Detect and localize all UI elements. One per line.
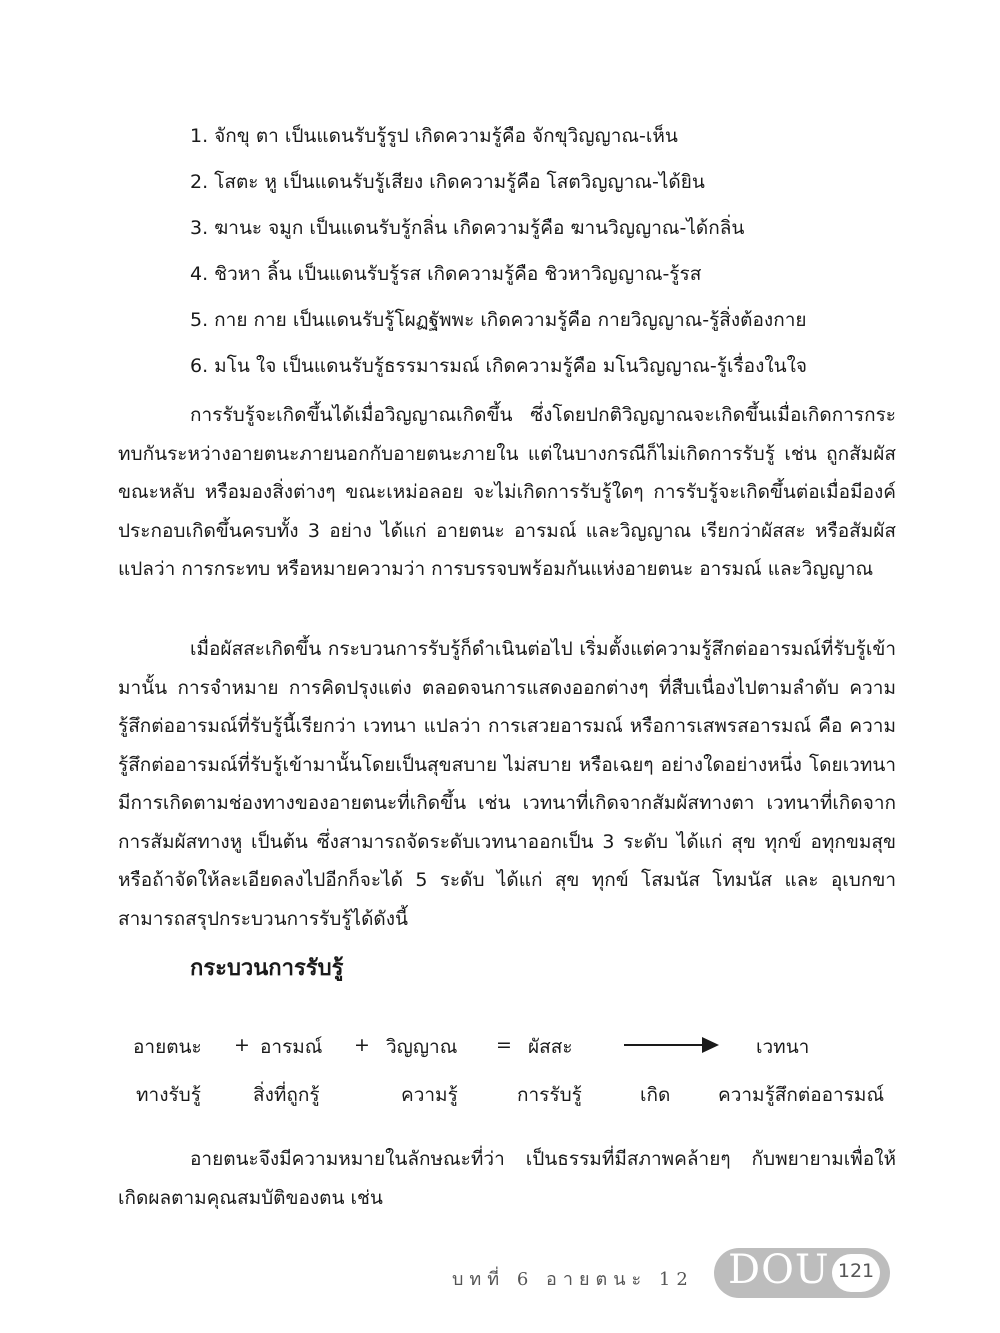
list-item-6: 6. มโน ใจ เป็นแดนรับรู้ธรรมารมณ์ เกิดความรู้คือ มโนวิญญาณ-รู้เรื่องในใจ bbox=[190, 355, 808, 377]
paragraph-ayatana-meaning: อายตนะจึงมีความหมายในลักษณะที่ว่า เป็นธรรมที่มีสภาพคล้ายๆ กับพยายามเพื่อให้เกิดผลตามคุณสมบัติของตน เช่น bbox=[118, 1148, 896, 1209]
formula-label-sense-gate: ทางรับรู้ bbox=[136, 1084, 201, 1106]
formula-label-knowing: ความรู้ bbox=[401, 1084, 458, 1106]
list-item-5: 5. กาย กาย เป็นแดนรับรู้โผฏฐัพพะ เกิดความรู้คือ กายวิญญาณ-รู้สิ่งต้องกาย bbox=[190, 309, 807, 331]
list-item-4: 4. ชิวหา ลิ้น เป็นแดนรับรู้รส เกิดความรู้คือ ชิวหาวิญญาณ-รู้รส bbox=[190, 263, 702, 285]
formula-plus-1: + bbox=[234, 1034, 250, 1056]
list-item-1: 1. จักขุ ตา เป็นแดนรับรู้รูป เกิดความรู้คือ จักขุวิญญาณ-เห็น bbox=[190, 125, 678, 147]
dou-logo-text: DOU bbox=[728, 1247, 830, 1293]
paragraph-vedana: เมื่อผัสสะเกิดขึ้น กระบวนการรับรู้ก็ดำเนินต่อไป เริ่มตั้งแต่ความรู้สึกต่ออารมณ์ที่รับรู้เข้ามานั้น การจำหมาย การคิดปรุงแต่ง ตลอดจนการแสดงออกต่างๆ ที่สืบเนื่องไปตามลำดับ ความรู้สึกต่ออารมณ์ที่รับรู้นี้เรียกว่า เวทนา แปลว่า การเสวยอารมณ์ หรือการเสพรสอารมณ์ คือ ความรู้สึกต่ออารมณ์ที่รับรู้เข้ามานั้นโดยเป็นสุขสบาย ไม่สบาย หรือเฉยๆ อย่างใดอย่างหนึ่ง โดยเวทนามีการเกิดตามช่องทางของอายตนะที่เกิดขึ้น เช่น เวทนาที่เกิดจากสัมผัสทางตา เวทนาที่เกิดจากการสัมผัสทางหู เป็นต้น ซึ่งสามารถจัดระดับเวทนาออกเป็น 3 ระดับ ได้แก่ สุข ทุกข์ อทุกขมสุข หรือถ้าจัดให้ละเอียดลงไปอีกก็จะได้ 5 ระดับ ได้แก่ สุข ทุกข์ โสมนัส โทมนัส และ อุเบกขา สามารถสรุปกระบวนการรับรู้ได้ดังนี้ bbox=[118, 638, 896, 930]
arrow-right-icon bbox=[624, 1035, 719, 1055]
formula-vinyana: วิญญาณ bbox=[386, 1036, 458, 1058]
section-title: กระบวนการรับรู้ bbox=[190, 956, 344, 981]
formula-label-feeling: ความรู้สึกต่ออารมณ์ bbox=[718, 1084, 885, 1106]
page-number: 121 bbox=[837, 1260, 875, 1282]
formula-arom: อารมณ์ bbox=[260, 1036, 323, 1058]
footer-chapter-title: บทที่ 6 อายตนะ 12 bbox=[452, 1269, 694, 1290]
list-item-2: 2. โสตะ หู เป็นแดนรับรู้เสียง เกิดความรู้คือ โสตวิญญาณ-ได้ยิน bbox=[190, 171, 705, 193]
list-item-3: 3. ฆานะ จมูก เป็นแดนรับรู้กลิ่น เกิดความรู้คือ ฆานวิญญาณ-ได้กลิ่น bbox=[190, 217, 745, 239]
formula-label-arises: เกิด bbox=[640, 1084, 671, 1106]
paragraph-perception: การรับรู้จะเกิดขึ้นได้เมื่อวิญญาณเกิดขึ้น ซึ่งโดยปกติวิญญาณจะเกิดขึ้นเมื่อเกิดการกระทบกันระหว่างอายตนะภายนอกกับอายตนะภายใน แต่ในบางกรณีก็ไม่เกิดการรับรู้ เช่น ถูกสัมผัสขณะหลับ หรือมองสิ่งต่างๆ ขณะเหม่อลอย จะไม่เกิดการรับรู้ใดๆ การรับรู้จะเกิดขึ้นต่อเมื่อมีองค์ประกอบเกิดขึ้นครบทั้ง 3 อย่าง ได้แก่ อายตนะ อารมณ์ และวิญญาณ เรียกว่าผัสสะ หรือสัมผัส แปลว่า การกระทบ หรือหมายความว่า การบรรจบพร้อมกันแห่งอายตนะ อารมณ์ และวิญญาณ bbox=[118, 404, 896, 580]
formula-equals: = bbox=[496, 1034, 512, 1056]
formula-label-perceiving: การรับรู้ bbox=[517, 1084, 582, 1106]
formula-phassa: ผัสสะ bbox=[528, 1036, 573, 1058]
formula-plus-2: + bbox=[354, 1034, 370, 1056]
formula-ayatana: อายตนะ bbox=[133, 1036, 202, 1058]
formula-vedana: เวทนา bbox=[756, 1036, 810, 1058]
formula-label-object: สิ่งที่ถูกรู้ bbox=[253, 1084, 320, 1106]
